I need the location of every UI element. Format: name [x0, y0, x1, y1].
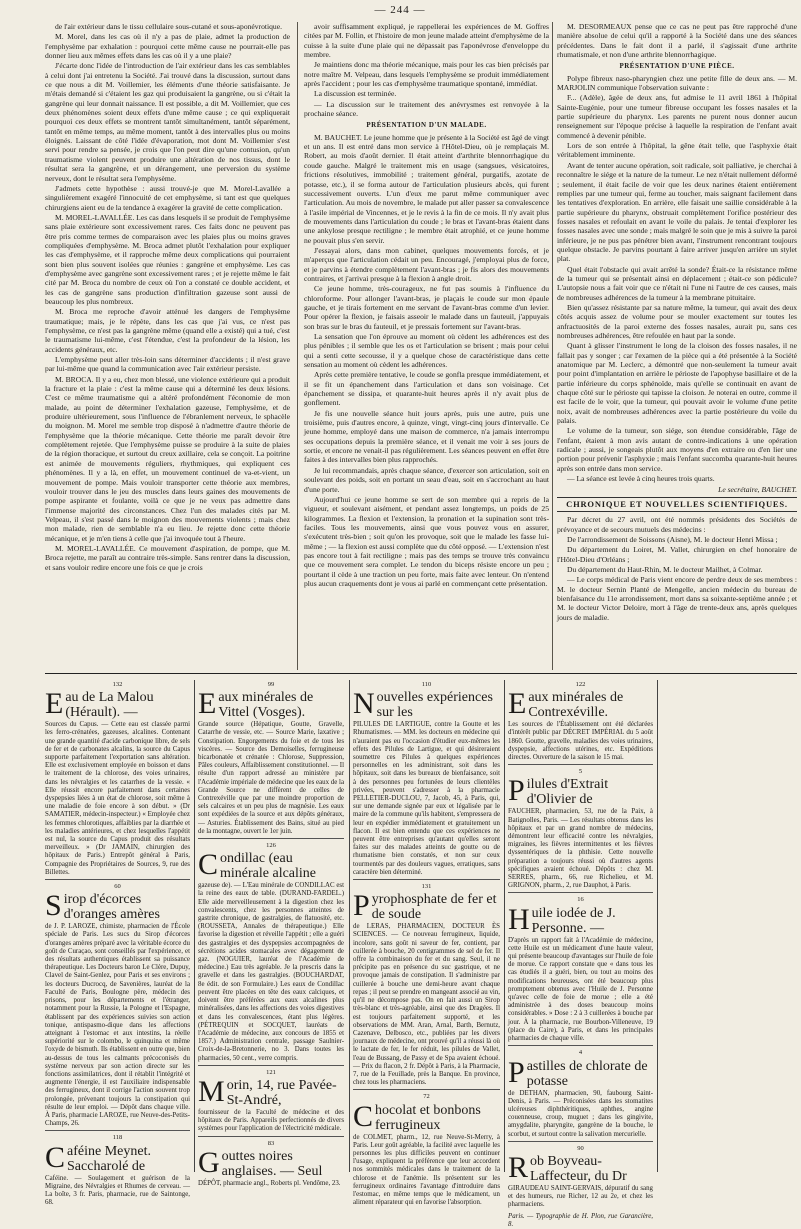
article-paragraph: — La discussion sur le traitement des anévrysmes est renvoyée à la prochaine séance. — [304, 99, 549, 119]
advertisement — [198, 1136, 344, 1188]
ad-headline — [353, 687, 500, 721]
ad-headline-text: aféine Meynet. Saccharolé de — [67, 1143, 151, 1174]
column-divider — [297, 22, 298, 670]
ad-headline-text: astilles de chlorate de potasse — [526, 1058, 648, 1089]
article-paragraph: La sensation que l'on éprouve au moment où cèdent les adhérences est des plus pénibles ; il semble que les os et l'articulation se brisent ; mais pour celui qui a senti cette secousse, il y a quelque chose de caractéristique dans cette sensation au moment où cèdent les adhérences. — [304, 332, 549, 370]
ad-number: 122 — [575, 681, 586, 688]
advertisement — [198, 838, 344, 1063]
ad-headline-text: au de La Malou (Hérault). — — [65, 690, 154, 721]
advertisement — [45, 1130, 190, 1207]
article-paragraph: Polype fibreux naso-pharyngien chez une petite fille de deux ans. — M. MARJOLIN communique l'observation suivante : — [557, 73, 797, 93]
ad-body: DÉPÔT, pharmacie angl., Roberts pl. Vendôme, 23. — [198, 1179, 341, 1187]
ad-number: 4 — [578, 1049, 583, 1057]
ad-headline — [45, 1140, 190, 1174]
ads-column-5 — [661, 680, 801, 1172]
section-heading: PRÉSENTATION D'UN MALADE. — [366, 121, 487, 130]
ad-headline — [45, 889, 190, 923]
ad-headline-text: aux minérales de Contrexéville. — [528, 690, 624, 721]
ad-initial-letter: M — [198, 1074, 225, 1108]
ads-column-3 — [353, 680, 500, 1207]
article-paragraph: F... (Adèle), âgée de deux ans, fut admise le 11 avril 1861 à l'hôpital Sainte-Eugénie, pour une tumeur fibreuse occupant les fosses nasales et la partie supérieure du pharynx. Les parents ne purent nous donner aucun renseignement sur l'époque précise à laquelle la respiration de l'enfant avait commencé à devenir pénible. — [557, 93, 797, 140]
ad-body: Sources du Capus. — Cette eau est classée parmi les ferro-crénatées, gazeuses, alcalines. Contenant une grande quantité d'acide carbonique libre, de sels de fer et de carbonates alcalins, la source du Capus supporte parfaitement l'exportation sans altération. Elle est exclusivement employée en boisson et dans le traitement de la chlorose, des voies urinaires, dans les névralgies et les catarrhes de la vessie. « Elle réussit encore parfaitement dans certaines dyspepsies liées à un état de chlorose, soit même à une maladie de foie encore à son début. » (Dr SAMATIER, médecin-inspecteur.) « Employée chez les femmes chlorotiques, affaiblies par la diarrhée et les maladies antérieures, et chez lesquelles l'appétit est nul, la source du Capus produit des résultats merveilleux. » (Dr JAMAIN, chirurgien des hôpitaux de Paris.) Entrepôt général à Paris, Compagnie des Propriétaires de Sources, 9, rue des Billettes. — [45, 721, 190, 876]
ad-body: Caféine. — Soulagement et guérison de la Migraine, des Névralgies et Rhumes de cerveau. — La boîte, 3 fr. Paris, pharmacie, rue de Saintonge, 68. — [45, 1174, 190, 1207]
article-paragraph: Je lui recommandais, après chaque séance, d'exercer son articulation, soit en soulevant des poids, soit en portant un seau d'eau, soit en s'accrochant au haut d'une porte. — [304, 465, 549, 494]
ad-initial-letter: S — [45, 889, 62, 923]
article-paragraph: Bien qu'assez résistante par sa nature même, la tumeur, qui avait des deux côtés acquis assez de volume pour se mouler exactement sur toutes les anfractuosités de la paroi externe des fosses nasales, aurait pu, sans ces nombreuses adhérences, être refoulée en haut par la sonde. — [557, 302, 797, 340]
advertisement — [508, 687, 653, 762]
advertisement — [45, 879, 190, 1128]
ad-headline-text: outtes noires anglaises. — Seul — [221, 1148, 323, 1179]
ad-initial-letter: H — [508, 902, 530, 936]
ad-body: de COLMET, pharm., 12, rue Neuve-St-Merry, à Paris. Leur goût agréable, la facilité avec laquelle les personnes les plus difficiles peuvent en continuer l'usage, expliquent la préférence que leur accordent nos sommités médicales dans le traitement de la chlorose et de l'anémie. Ils présentent sur les ferrugineux ordinaires l'avantage d'introduire dans l'estomac, en même temps que le médicament, un aliment réparateur qui en favorise l'absorption. — [353, 1133, 500, 1207]
article-paragraph: M. Broca me reproche d'avoir atténué les dangers de l'emphysème traumatique; mais, je le répète, dans les cas que j'ai vus, ce n'est pas l'emphysème, ce n'est pas la gangrène même (quand elle a existé) qui a tué, c'est le traumatisme lui-même, c'est l'étendue, c'est la profondeur de la lésion, les accidents généraux, etc. — [45, 307, 290, 354]
advertisement — [508, 892, 653, 1043]
ad-body: de LERAS, PHARMACIEN, DOCTEUR ÈS SCIENCES. — Ce nouveau ferrugineux, liquide, incolore, sans goût ni saveur de fer, contient, par cuillerée à bouche, 20 centigrammes de sel de fer. Il offre la combinaison du fer et du sang. Seul, il ne précipite pas en présence du suc gastrique, et ne provoque jamais de constipation. Il s'administre par cuillerée à bouche une demi-heure avant chaque repas ; il peut se prendre en mangeant associé au vin, qu'il ne décompose pas. On en fait aussi un Sirop très-blanc et très-agréable, ainsi que des Dragées. Il est toujours parfaitement supporté, et les observations de MM. Aran, Arnal, Barth, Bernutz, Cazenave, Delbosco, etc., publiées par les divers journaux de médecine, ont prouvé qu'il a réussi là où le lactate de fer, le fer réduit, les pilules de Vallet, l'eau de Bussang, de Passy et de Spa avaient échoué. — Prix du flacon, 2 fr. Dépôt à Paris, à la Pharmacie, 7, rue de la Feuillade, près la Banque. En province, chez tous les pharmaciens. — [353, 923, 500, 1087]
ad-initial-letter: G — [198, 1145, 220, 1179]
ad-initial-letter: C — [45, 1140, 66, 1174]
ad-headline — [508, 687, 653, 721]
chronicle-heading: CHRONIQUE ET NOUVELLES SCIENTIFIQUES. — [557, 497, 797, 512]
ad-headline-text: aux minérales de Vittel (Vosges). — [218, 690, 314, 721]
article-paragraph: La discussion est terminée. — [314, 89, 397, 99]
ad-number: 83 — [267, 1139, 275, 1147]
ad-headline — [508, 1150, 653, 1184]
ad-initial-letter: E — [45, 687, 64, 721]
ad-headline-text: ondillac (eau minérale alcaline — [220, 851, 317, 882]
advertisement — [508, 764, 653, 890]
ad-headline — [45, 687, 190, 721]
advertisement — [198, 1065, 344, 1134]
ad-initial-letter: C — [353, 1099, 374, 1133]
ad-headline — [508, 1055, 653, 1089]
article-paragraph: Lors de son entrée à l'hôpital, la gêne était telle, que l'asphyxie était véritablement imminente. — [557, 141, 797, 160]
article-paragraph: Quant à glisser l'instrument le long de la cloison des fosses nasales, il ne fallait pas y songer ; car l'examen de la pièce qui a été présentée à la Société anatomique par M. Leclerc, a démontré que non-seulement la tumeur avait pour point d'implantation en arrière le périoste de l'apophyse basillaire et de la partie inférieure du corps sphénoïde, mais qu'elle se continuait en avant de chaque côté sur le périoste qui tapisse la cloison. Je noterai en outre, comme il est facile de le voir, que la tumeur, qui pouvait avoir le volume d'une petite noix, avait de nombreuses adhérences avec la partie postérieure du voile du palais. — [557, 341, 797, 426]
ad-headline-text: orin, 14, rue Pavée-St-André, — [226, 1077, 337, 1108]
ads-divider — [657, 680, 658, 1172]
ad-initial-letter: P — [353, 889, 370, 923]
ad-number: 126 — [266, 842, 276, 850]
advertisements-rule — [45, 673, 797, 674]
article-paragraph: L'emphysème peut aller très-loin sans déterminer d'accidents ; il n'est grave par lui-même que quand la communication avec l'air extérieur persiste. — [45, 355, 290, 374]
article-column-1 — [45, 22, 290, 670]
ad-headline — [198, 1145, 344, 1179]
ad-initial-letter: E — [198, 687, 217, 721]
advertisement — [353, 1089, 500, 1207]
ad-initial-letter: P — [508, 774, 525, 808]
ad-headline-text: irop d'écorces d'oranges amères — [63, 892, 160, 923]
article-paragraph: Je fis une nouvelle séance huit jours après, puis une autre, puis une troisième, puis d'autres encore, à quinze, vingt, vingt-cinq jours d'intervalle. Ce jeune homme, employé dans une maison de commerce, n'a jamais interrompu ses occupations depuis la première séance, et il venait me voir à ses jours de sortie, et encore ne venait-il pas régulièrement. Les séances peuvent en effet être faites à des intervalles bien plus rapprochés. — [304, 408, 549, 465]
ad-number: 121 — [266, 1068, 276, 1076]
ad-number: 132 — [112, 681, 123, 688]
ad-headline — [508, 774, 653, 808]
ad-initial-letter: C — [198, 848, 219, 882]
article-paragraph: M. BAUCHET. Le jeune homme que je présente à la Société est âgé de vingt et un ans. Il est entré dans mon service à l'Hôtel-Dieu, où je remplaçais M. Robert, au mois d'août dernier. Il était atteint d'arthrite blennorrhagique du coude gauche. Malgré le traitement mis en usage (sangsues, vésicatoires, frictions résolutives, immobilité ; traitement général, purgatifs, azotate de potasse, etc.), il se forma autour de l'articulation plusieurs abcès, qui furent successivement ouverts. L'un d'eux me parut même communiquer avec l'articulation. Au mois de novembre, le malade put aller passer sa convalescence à l'asile impérial de Vincennes, et je le revis à la fin de ce mois. Il n'y avait plus de mouvements dans l'articulation du coude ; le bras et l'avant-bras étaient dans une ankylose presque rectiligne ; le membre était atrophié, et ce jeune homme ne pouvait plus s'en servir. — [304, 132, 549, 245]
ad-body: fournisseur de la Faculté de médecine et des hôpitaux de Paris. Appareils perfectionnés de divers systèmes pour l'application de l'électricité médicale. — [198, 1108, 344, 1133]
article-paragraph: Quel était l'obstacle qui avait arrêté la sonde? Était-ce la résistance même de la tumeur qui se présentait ainsi en déplacement ; était-ce son pédicule? L'autopsie nous a fait voir que ce n'était ni l'une ni l'autre de ces causes, mais de nombreuses adhérences de la tumeur à la membrane pituitaire. — [557, 264, 797, 302]
column-divider — [552, 22, 553, 670]
section-heading: PRÉSENTATION D'UNE PIÈCE. — [619, 62, 735, 71]
article-column-3 — [557, 22, 797, 670]
article-paragraph: Le volume de la tumeur, son siége, son étendue considérable, l'âge de l'enfant, étaient à mon avis autant de contre-indications à une opération radicale ; aussi, je songeais plutôt aux moyens d'en extraire ou d'en lier une portion pour prévenir l'asphyxie ; mais l'enfant succomba quarante-huit heures après son entrée dans mon service. — [557, 426, 797, 473]
article-paragraph: M. DESORMEAUX pense que ce cas ne peut pas être rapproché d'une manière absolue de celui qu'il a rapporté à la Société dans une des séances précédentes. Dans le fait dont il a parlé, il s'agissait d'une arthrite rhumatismale, et non d'une arthrite blennorrhagique. — [557, 22, 797, 60]
ad-initial-letter: E — [508, 687, 527, 721]
ads-column-1 — [45, 680, 190, 1207]
ad-body: de J. P. LAROZE, chimiste, pharmacien de l'École spéciale de Paris. Les sucs du Sirop d'écorces d'oranges amères préparé avec la véritable écorce du goût de Curaçao, sont conseillés par l'expérience, et des résultats authentiques établissent sa puissance thérapeutique. Les Docteurs baron Le Clère, Dupuy, Clavel de Saint-Genlez, pour Paris et ses environs ; les docteurs Ducrocq, de Savenières, lauréat de la Faculté de Paris, Boulogne père, médecin des prisons, pour les départements et l'étranger, notamment pour la Russie, la Pologne et l'Espagne, établissent par des expériences suivies son action tonique, antispasmo-dique dans les affections atteignant à l'estomac et aux intestins, la réelle supériorité sur le colombo, le quinquina et même l'oxyde de bismuth. Ils établissent en outre que, bien au-dessus de tous les calmants précoconisés du système nerveux par son action directe sur les fonctions assimilatrices, dont il rétablit l'intégrité et augmente l'énergie, il est l'auxiliaire indispensable des ferrugineux, dont il corrige l'action souvent trop prolongée, prévenant toujours la constipation qui résulte de leur emploi. — Dépôt dans chaque ville. À Paris, pharmacie LAROZE, rue Neuve-des-Petits-Champs, 26. — [45, 923, 190, 1128]
advertisement — [353, 687, 500, 877]
ad-number: 72 — [423, 1093, 430, 1101]
page-number: — 244 — — [374, 4, 426, 16]
article-paragraph: Après cette première tentative, le coude se gonfla presque immédiatement, et il se fit un épanchement dans l'articulation et dans son voisinage. Cet épanchement se dissipa, et quarante-huit heures après il n'y avait plus de gonflement. — [304, 370, 549, 408]
article-paragraph: Je maintiens donc ma théorie mécanique, mais pour les cas bien précisés par notre maître M. Velpeau, dans lesquels l'emphysème se produit immédiatement après l'accident ; pour les cas d'emphysème traumatique spontané, immédiat. — [304, 60, 549, 89]
ad-body: FAUCHER, pharmacien, 53, rue de la Paix, à Batignolles, Paris. — Les résultats obtenus dans les hôpitaux et par un grand nombre de médecins, démontrent leur efficacité contre les névralgies, migraines, les fièvres intermittentes et les fièvres dyssentériques de la phthisie. Cette nouvelle préparation a toujours réussi où d'autres agents spécifiques avaient échoué. Dépôts : chez M. SERRES, pharm., 66, rue Richelieu, et M. GRIGNON, pharm., 2, rue Dauphot, à Paris. — [508, 808, 653, 890]
ad-headline-text: ob Boyveau-Laffecteur, du Dr — [530, 1153, 627, 1184]
ad-headline-text: yrophosphate de fer et de soude — [371, 892, 497, 923]
article-paragraph: M. MOREL-LAVALLÉE. Les cas dans lesquels il se produit de l'emphysème sans plaie extérieure sont excessivement rares. Ces faits donc ne peuvent pas être pris comme termes de comparaison avec les plaies plus ou moins graves compliquées d'emphysème. M. Broca admet plutôt l'exhalation pour expliquer les cas d'emphysème, et il rapproche même deux complications qui pourraient sont bien plus souvent isolées que réunies : gangrène et emphysème. Les cas d'emphysème avec gangrène sont excessivement rares ; et je rejette même le fait cité par M. Broca du nombre de ceux où l'on a constaté ce double accident, et les cas de gangrène sans production d'infiltration gazeuse sont aussi de beaucoup les plus nombreux. — [45, 212, 290, 306]
article-paragraph: Avant de tenter aucune opération, soit radicale, soit palliative, je cherchai à reconnaître le siége et la nature de la tumeur. Le nez n'était nullement déformé ; seulement, il était facile de voir que les deux narines étaient entièrement remplies par une tumeur qui, ferme au toucher, mais saignant facilement dans les tentatives d'exploration. En arrière, elle faisait une saillie considérable à la partie supérieure du pharynx, obstruait complètement l'orifice postérieur des fosses nasales et refoulait en avant le voile du palais. Je tentai d'explorer les fosses nasales avec une sonde ; mais malgré le soin que je mis à suivre la paroi inférieure, je ne pus pas pénétrer bien avant, l'instrument rencontrant toujours quelque obstacle. Je parvins pourtant à faire arriver jusqu'en arrière un stylet plat. — [557, 160, 797, 264]
ad-number: 118 — [112, 1134, 123, 1142]
article-paragraph: — La séance est levée à cinq heures trois quarts. — [567, 474, 715, 484]
article-paragraph: Ce jeune homme, très-courageux, ne fut pas soumis à l'influence du chloroforme. Pour allonger l'avant-bras, je plaçais le coude sur mon épaule gauche, et je tirais fortement en me servant de l'avant-bras comme d'un levier. Pour opérer la flexion, je faisais asseoir le malade dans un fauteuil, j'appuyais son bras sur le bras du fauteuil, et je pressais fortement sur l'avant-bras. — [304, 284, 549, 331]
ads-column-2 — [198, 680, 344, 1187]
ad-number: 131 — [421, 883, 432, 891]
ad-headline — [198, 848, 344, 882]
ad-headline-text: ouvelles expériences sur les — [376, 690, 493, 721]
ad-body: de DETHAN, pharmacien, 90, faubourg Saint-Denis, à Paris. — Préconisées dans les stomatites ulcéreuses diphthéritiques, aphthes, angine couenneuse, croup, muguet ; dans les gingivite, amygdalite, pharyngite, gangrène de la bouche, le scorbut, et surtout contre la salivation mercurielle. — [508, 1089, 653, 1138]
ads-divider — [194, 680, 195, 1172]
article-paragraph: Par décret du 27 avril, ont été nommés présidents des Sociétés de prévoyance et de secours mutuels des médecins : — [557, 515, 797, 534]
ad-headline-text: hocolat et bonbons ferrugineux — [375, 1102, 481, 1133]
advertisement — [45, 687, 190, 877]
article-paragraph: M. BROCA. Il y a eu, chez mon blessé, une violence extérieure qui a produit la fracture et la plaie : c'est la même cause qui a déterminé les deux lésions. C'est ce même traumatisme qui a altéré profondément l'économie de mon malade, au point de déterminer l'exhalation gazeuse, l'emphysème, et de produire ultérieurement, sous l'influence de l'ébranlement nerveux, le sphacèle du moignon. M. Morel me semble trop disposé à n'admettre d'autre théorie de l'emphysème que la théorie mécanique. Cette théorie me paraît devoir être complètement rejetée. Que l'emphysème puisse se produire à la suite de plaies de la région thoracique, et surtout du creux axillaire, cela se conçoit. La poitrine est animée de mouvements réguliers, rhythmiques, qui expliquent ces phénomènes. Il y a là, en effet, un mouvement continuel de va-et-vient, un mouvement de pompe. Mais vouloir transporter cette théorie aux membres, vouloir trouver dans le jeu des muscles dans leurs gaines des mouvements de pompe aspirante et foulante, voilà ce que je ne veux pas admettre dans l'immense majorité des circonstances. Chez l'un des malades cités par M. Velpeau, il s'est passé dans le moignon des mouvements violents ; mais chez mon malade, rien de semblable n'a eu lieu. Je rejette donc cette théorie mécanique, et je m'en tiens à celle que j'ai invoquée tout à l'heure. — [45, 374, 290, 543]
ad-body: Grande source (Hépatique, Goutte, Gravelle, Catarrhe de vessie, etc. — Source Marie, laxative ; Constipation. Engorgements du foie et de tous les viscères. — Source des Demoiselles, ferrugineuse bicarbonatée et crénatée : Chlorose, Suppression, Pâles couleurs, Affaiblissement constitutionnel. — Il résulte d'un rapport adressé au ministère par l'Académie impériale de médecine que les eaux de la Grande Source ne diffèrent de celles de Contrexéville que par une moindre proportion de sels calcaires et un peu plus de magnésie. Les eaux sont expédiées de la source et aux dépôts généraux, — Asturies. Établissement des Bains, situé au pied de la montagne, ouvert le 1er juin. — [198, 721, 344, 835]
ad-number: 99 — [267, 681, 275, 688]
advertisement — [508, 1141, 653, 1210]
article-paragraph: Le secrétaire, BAUCHET. — [718, 484, 797, 494]
advertisement — [508, 1045, 653, 1138]
ad-headline — [198, 687, 344, 721]
article-paragraph: M. MOREL-LAVALLÉE. Ce mouvement d'aspiration, de pompe, que M. Broca rejette, me paraît au contraire très-simple. Sans rentrer dans la discussion, et sans vouloir redire encore une fois ce que je crois — [45, 543, 290, 572]
printer-imprint: Paris. — Typographie de H. Plon, rue Garancière, 8. — [508, 1212, 653, 1228]
article-paragraph: J'admets cette hypothèse : aussi trouvé-je que M. Morel-Lavallée a singulièrement exagéré l'innocuité de cet emphysème, si tant est que quelques chirurgiens aient eu de la tendance à exagérer la gravité de cette complication. — [45, 183, 290, 212]
ad-body: GIRAUDEAU SAINT-GERVAIS, dépuratif du sang et des humeurs, rue Richer, 12 au 2e, et chez les pharmaciens. — [508, 1184, 653, 1209]
ad-number: 60 — [114, 883, 121, 891]
article-paragraph: — Le corps médical de Paris vient encore de perdre deux de ses membres : M. le docteur Sernin Planté de Mengelle, ancien médecin du bureau de bienfaisance du 11e arrondissement, mort dans sa soixante-septième année ; et M. le docteur Victor Deloire, mort à l'âge de trente-deux ans, après quelques jours de maladie. — [557, 575, 797, 622]
ad-initial-letter: R — [508, 1150, 529, 1184]
article-paragraph: Du département du Loiret, M. Vallet, chirurgien en chef honoraire de l'Hôtel-Dieu d'Orléans ; — [557, 545, 797, 564]
article-paragraph: J'essayai alors, dans mon cabinet, quelques mouvements forcés, et je m'aperçus que l'articulation cédait un peu. Encouragé, j'employai plus de force, et je parvins à étendre complètement l'avant-bras ; je fis alors des mouvements contraires, et j'arrivai presque à la flexion à angle droit. — [304, 245, 549, 283]
ad-body: PILULES DE LARTIGUE, contre la Goutte et les Rhumatismes. — MM. les docteurs en médecine qui n'auraient pas eu l'occasion d'étudier eux-mêmes les effets des Pilules de Lartigue, et qui désireraient soumettre ces Pilules à quelques expériences personnelles en les administrant, soit dans les hôpitaux, soit dans les bureaux de bienfaisance, soit à des personnes peu fortunées de leurs clientèles privées, peuvent s'adresser à la pharmacie PELLETIER-DUCLOU, 7, Jacob, 45, à Paris, qui, sur une demande signée par eux et légalisée par le maire de la commune qu'ils habitent, s'empressera de leur en expédier immédiatement et gratuitement un flacon. Il est bien entendu que ces expériences ne peuvent être entreprises qu'autant qu'elles seront faites sur des malades atteints de goutte ou de rhumatisme bien constatés, et non sur ceux tourmentés par des douleurs vagues, erratiques, sans caractère bien déterminé. — [353, 721, 500, 876]
ad-initial-letter: N — [353, 687, 375, 721]
ad-number: 16 — [577, 896, 584, 904]
ad-headline — [353, 1099, 500, 1133]
article-paragraph: Du département du Haut-Rhin, M. le docteur Mailhet, à Colmar. — [567, 564, 763, 574]
ad-headline-text: uile iodée de J. Personne. — — [531, 905, 616, 936]
ad-headline — [353, 889, 500, 923]
ad-initial-letter: P — [508, 1055, 525, 1089]
ads-column-4 — [508, 680, 653, 1228]
ad-body: D'après un rapport fait à l'Académie de médecine, cette Huile est un médicament d'une haute valeur, qui présente beaucoup d'avantages sur l'huile de foie de morue. Ce rapport constate que « dans tous les cas étudiés il a guéri, bien, ou tout au moins des modifications heureuses, ont été beaucoup plus promptement obtenus avec l'Huile de J. Personne qu'avec celle de foie de morue ; elle a été administrée à des doses beaucoup moins considérables. » Dose : 2 à 3 cuillerées à bouche par jour. À la pharmacie, rue Bourbon-Villeneuve, 19 (place du Caire), à Paris, et dans les principales pharmacies de chaque ville. — [508, 936, 653, 1043]
article-paragraph: avoir suffisamment expliqué, je rappellerai les expériences de M. Goffres citées par M. Follin, et l'histoire de mon jeune malade atteint d'emphysème de la cuisse à la suite d'une plaie qui ne dépassait pas l'aponévrose d'enveloppe du membre. — [304, 22, 549, 60]
ads-divider — [349, 680, 350, 1172]
advertisement — [198, 687, 344, 836]
article-paragraph: M. Morel, dans les cas où il n'y a pas de plaie, admet la production de l'emphysème par exhalation : pourquoi cette même cause ne pourrait-elle pas donner lieu aux mêmes effets dans les cas où il y a une plaie? — [45, 32, 290, 61]
article-paragraph: de l'air extérieur dans le tissu cellulaire sous-cutané et sous-aponévrotique. — [55, 22, 282, 31]
ads-divider — [504, 680, 505, 1172]
article-paragraph: J'écarte donc l'idée de l'introduction de l'air extérieur dans les cas semblables à celui dont j'ai entretenu la Société. J'ai trouvé dans la discussion, surtout dans ce que nous a dit M. Voillemier, les éléments d'une théorie satisfaisante. Je m'étais demandé si c'étaient les gaz qui produisaient la gangrène, ou si c'était la gangrène qui leur donnait naissance. Il est possible, a dit M. Voillemier, que ces deux phénomènes soient deux effets d'une même cause ; ce qui expliquerait pourquoi ces deux effets se montrent tantôt simultanément, tantôt séparément, tantôt en même temps, au même moment, tantôt à des intervalles plus ou moins éloignés. Laissant de côté l'idée d'évaporation, mot dont M. Voillemier s'est servi pour rendre sa pensée, je crois que l'on peut dire qu'une contusion, qu'un traumatisme violent peuvent produire une altération de nos tissus, dont le résultat sera la gangrène, et un dérangement, une perversion du système nerveux, dont le résultat sera l'emphysème. — [45, 61, 290, 183]
ad-number: 110 — [421, 681, 432, 688]
ad-headline-text: ilules d'Extrait d'Olivier de — [526, 777, 609, 808]
article-paragraph: Aujourd'hui ce jeune homme se sert de son membre qui a repris de la vigueur, et soulevant aisément, et pendant assez longtemps, un poids de 25 kilogrammes. La flexion et l'extension, la pronation et la supination sont très-faciles. Tous les mouvements, ainsi que vous pouvez vous en assurer, s'exécutent très-bien ; soit qu'on les provoque, soit que le malade les fasse lui-même ; — la flexion est aussi complète que du côté opposé. — L'extension n'est pas encore tout à fait rectiligne ; mais pas des temps se trouve très convaincu que ce mouvement sera complet. Le tendon du biceps résiste encore un peu ; pourtant il cède à une traction un peu forte, mais faite avec lenteur. On n'entend plus aucun craquements dont je vous ai parlé en commençant cette présentation. — [304, 494, 549, 588]
advertisement — [353, 879, 500, 1087]
article-paragraph: De l'arrondissement de Soissons (Aisne), M. le docteur Henri Missa ; — [567, 534, 778, 544]
ad-number: 90 — [577, 1144, 584, 1152]
article-column-2 — [304, 22, 549, 670]
ad-headline — [508, 902, 653, 936]
ad-number: 5 — [578, 768, 583, 776]
ad-body: Les sources de l'Établissement ont été déclarées d'intérêt public par DÉCRET IMPÉRIAL du 5 août 1860. Goutte, gravelle, maladies des voies urinaires, dyspepsie, affections utérines, etc. Expéditions directes. Ouverture de la saison le 15 mai. — [508, 721, 653, 762]
ad-headline — [198, 1074, 344, 1108]
ad-body: gazeuse de). — L'Eau minérale de CONDILLAC est la reine des eaux de table. (DURAND-FARDEL.) Elle aide merveilleusement à la digestion chez les convalescents, chez les personnes atteintes de gastrite chronique, de gastralgies, de flatuosité, etc. (ROUSSETA, Annales de thérapeutique.) Elle favorise la digestion et réveille l'appétit ; elle a guéri des gastralgies et des dyspepsies accompagnées de sécrétions acides stomacales avec dégagement de gaz. (NOGUIER, lauréat de l'Académie de médecine.) Eau très agréable. Je la prescris dans la gravelle et dans les gastralgies. (BOUCHARDAT, 8e édit. de son Formulaire.) Les eaux de Condillac peuvent être placées en tête des eaux calciques, et doivent être préférées aux eaux alcalines plus minéralisées, dans les affections des voies digestives et dans les convalescences, étant plus légères. (PÉTREQUIN et SOCQUET, lauréats de l'Académie de médecine, aux concours de 1855 et 1857.) Administration centrale, passage Saulnier-Croix-de-la-Bretonnerie, no 3. Dans toutes les pharmacies, 50 cent., verre compris. — [198, 882, 344, 1062]
